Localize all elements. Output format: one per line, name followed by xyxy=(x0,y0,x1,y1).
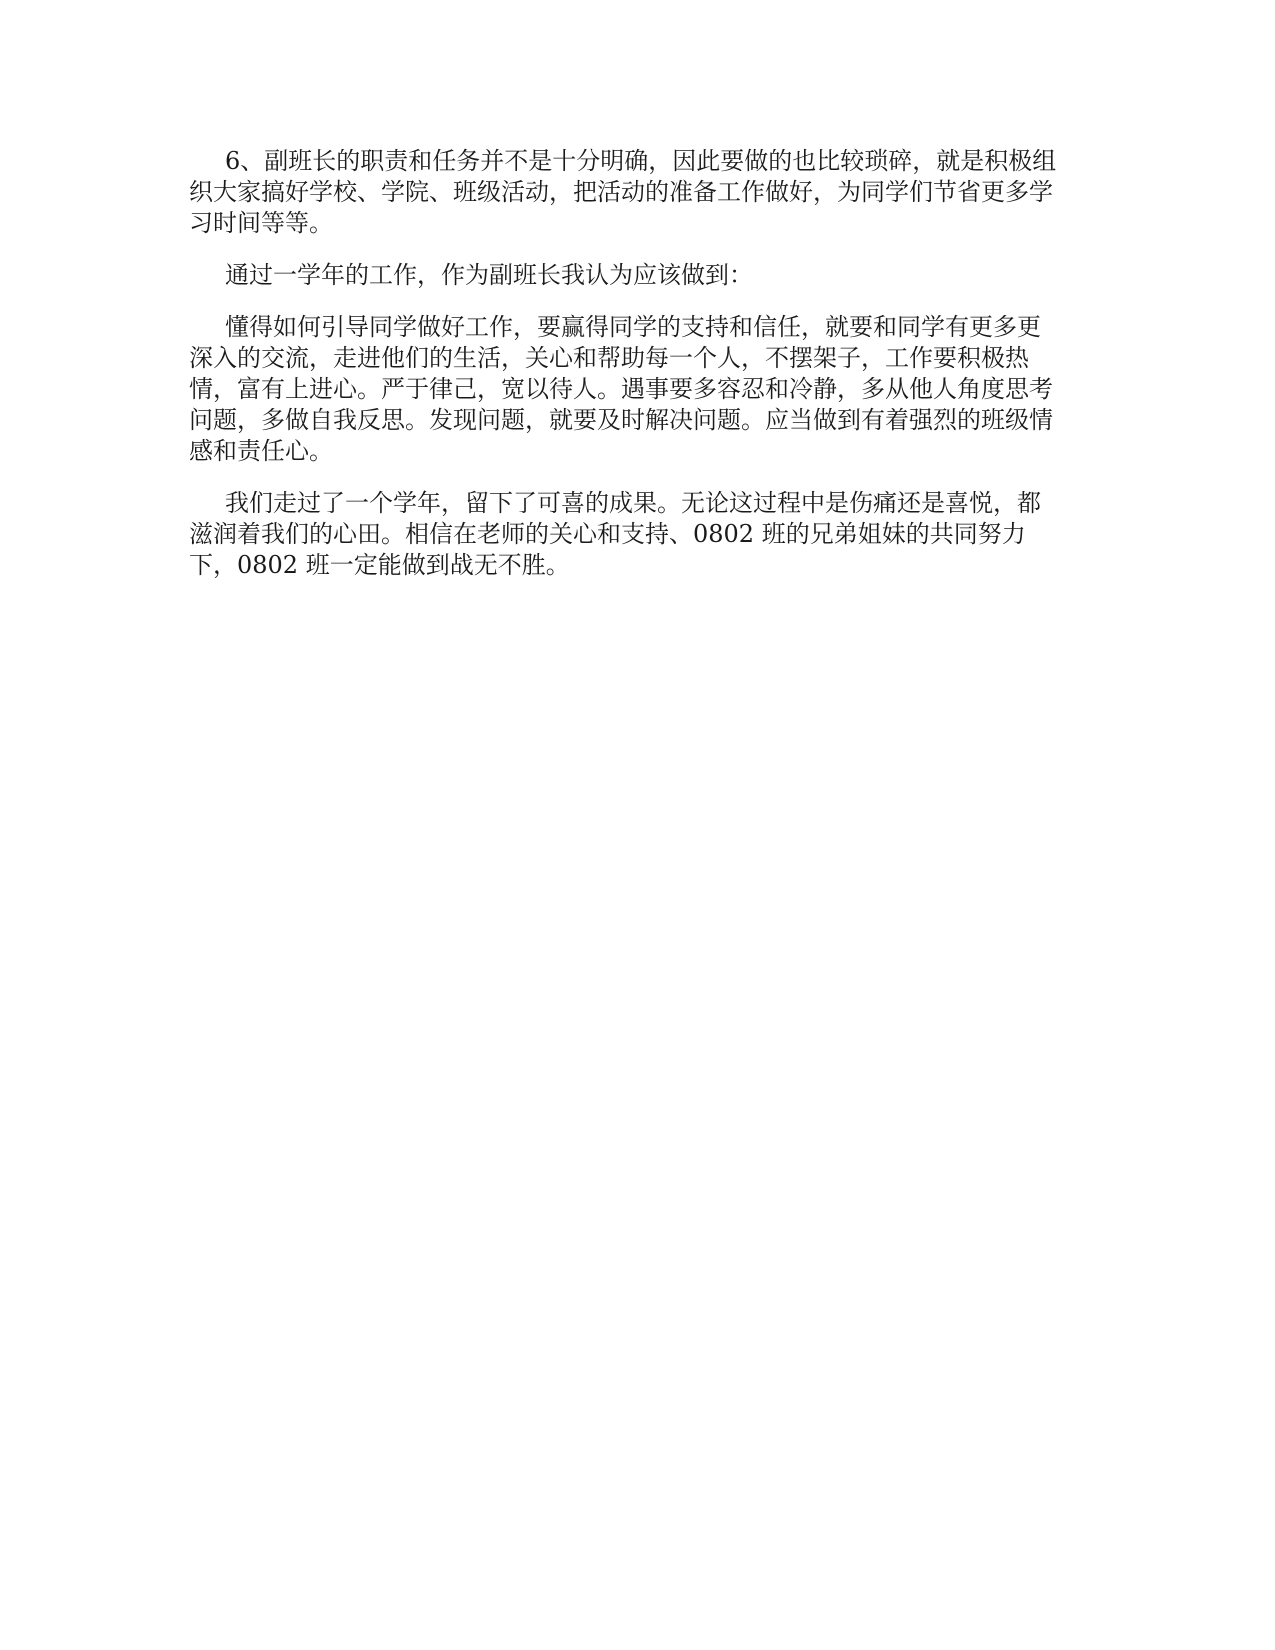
paragraph-line: 滋润着我们的心田。相信在老师的关心和支持、0802 班的兄弟姐妹的共同努力 xyxy=(189,520,1026,548)
paragraph-line: 我们走过了一个学年，留下了可喜的成果。无论这过程中是伤痛还是喜悦，都 xyxy=(225,489,1041,517)
paragraph-guidance xyxy=(189,312,1089,467)
paragraph-intro-statement xyxy=(189,260,1089,291)
paragraph-line: 织大家搞好学校、学院、班级活动，把活动的准备工作做好，为同学们节省更多学 xyxy=(189,178,1053,206)
paragraph-line: 懂得如何引导同学做好工作，要赢得同学的支持和信任，就要和同学有更多更 xyxy=(225,313,1041,341)
paragraph-line: 情，富有上进心。严于律己，宽以待人。遇事要多容忍和冷静，多从他人角度思考 xyxy=(189,375,1053,403)
paragraph-line: 问题，多做自我反思。发现问题，就要及时解决问题。应当做到有着强烈的班级情 xyxy=(189,406,1053,434)
paragraph-line: 通过一学年的工作，作为副班长我认为应该做到： xyxy=(225,261,753,289)
paragraph-line: 下，0802 班一定能做到战无不胜。 xyxy=(189,551,570,579)
paragraph-line: 深入的交流，走进他们的生活，关心和帮助每一个人，不摆架子，工作要积极热 xyxy=(189,344,1029,372)
paragraph-conclusion xyxy=(189,488,1089,581)
paragraph-line: 习时间等等。 xyxy=(189,209,333,237)
document-body xyxy=(189,146,1089,602)
paragraph-vice-monitor-duties xyxy=(189,146,1089,239)
paragraph-line: 感和责任心。 xyxy=(189,437,333,465)
paragraph-line: 6、副班长的职责和任务并不是十分明确，因此要做的也比较琐碎，就是积极组 xyxy=(225,147,1057,175)
